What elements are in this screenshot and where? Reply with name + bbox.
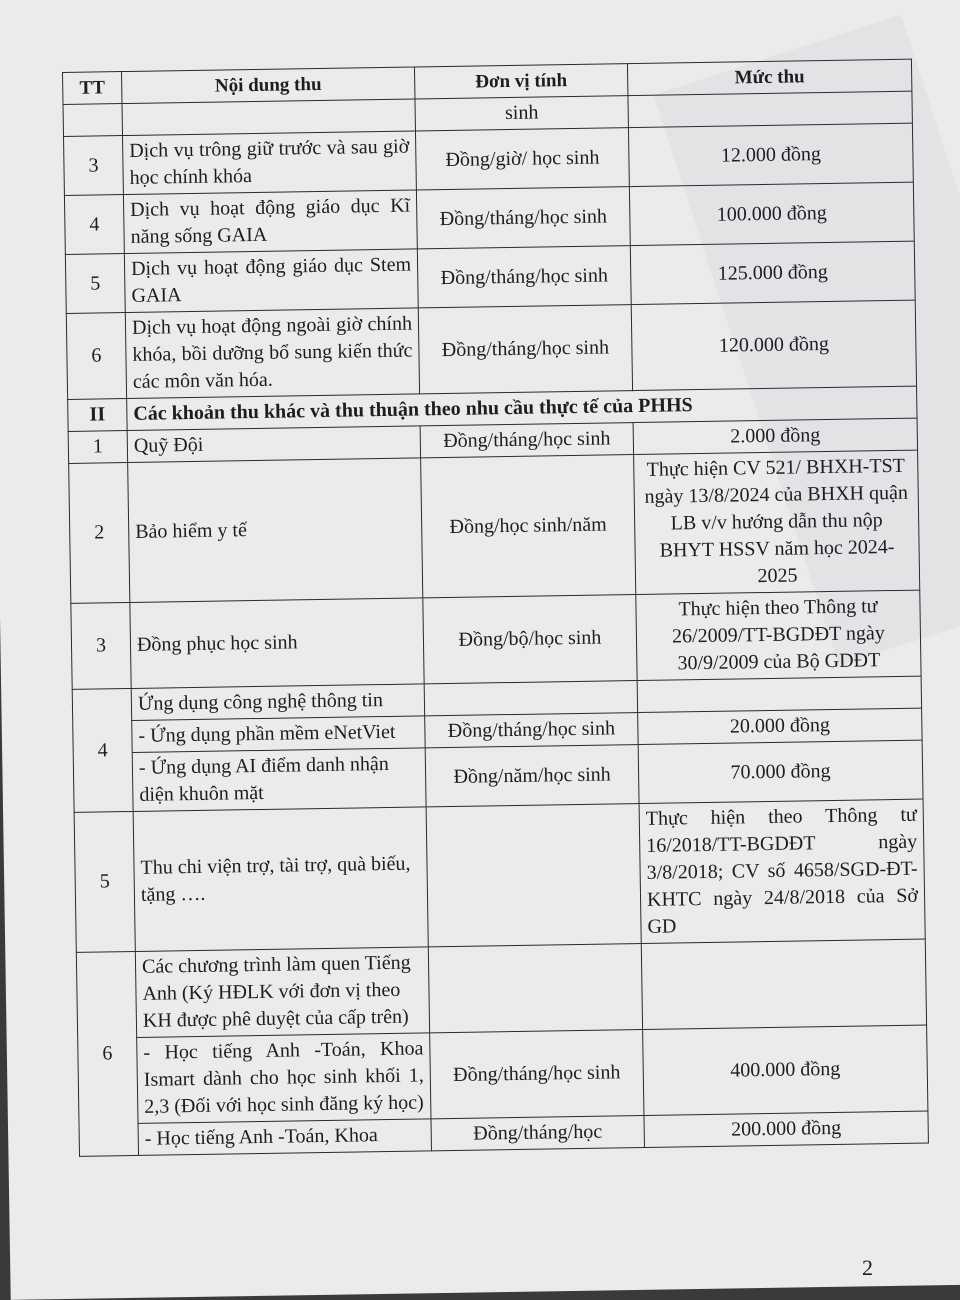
- row-tt: 4: [72, 688, 133, 812]
- row-fee: Thực hiện theo Thông tư 16/2018/TT-BGDĐT ngày 3/8/2018; CV số 4658/SGD-ĐT-KHTC ngày 24/8/2018 của Sở GD: [639, 799, 925, 943]
- table-row: [76, 939, 926, 1038]
- section-title: Các khoản thu khác và thu thuận theo nhu cầu thực tế của PHHS: [127, 386, 917, 430]
- row-unit: Đồng/giờ/ học sinh: [415, 128, 629, 190]
- row-tt: 3: [71, 602, 131, 689]
- row-heading: Các chương trình làm quen Tiếng Anh (Ký HĐLK với đơn vị theo KH được phê duyệt của cấp trên): [135, 947, 429, 1038]
- row-unit: Đồng/tháng/học sinh: [420, 423, 633, 458]
- section-tt: II: [68, 399, 127, 432]
- row-fee: 12.000 đồng: [628, 123, 913, 186]
- row-fee: 100.000 đồng: [629, 182, 914, 245]
- row-content: Bảo hiểm y tế: [128, 458, 423, 603]
- row-tt: 4: [64, 195, 124, 255]
- table-subrow: [78, 1025, 928, 1124]
- row-fee: 400.000 đồng: [643, 1025, 928, 1115]
- table-row: [66, 300, 916, 399]
- row-unit: [426, 804, 641, 947]
- table-row: [69, 450, 920, 603]
- row-fee-empty: [637, 676, 921, 712]
- row-content: - Học tiếng Anh -Toán, Khoa Ismart dành cho học sinh khối 1, 2,3 (Đối với học sinh đăng ký học): [137, 1033, 431, 1124]
- row-content: Thu chi viện trợ, tài trợ, quà biếu, tặng ….: [133, 807, 428, 952]
- row-tt: 6: [76, 951, 138, 1156]
- row-unit: Đồng/tháng/học sinh: [425, 713, 638, 748]
- table-row: [71, 590, 921, 689]
- row-unit-empty: [424, 681, 637, 716]
- row-tt: 2: [69, 463, 130, 604]
- row-content: - Học tiếng Anh -Toán, Khoa: [138, 1119, 431, 1156]
- row-unit: sinh: [415, 96, 628, 131]
- row-fee-empty: [641, 939, 926, 1029]
- row-unit: Đồng/năm/học sinh: [425, 745, 639, 807]
- row-unit: Đồng/tháng/học sinh: [416, 187, 630, 249]
- row-unit: Đồng/tháng/học sinh: [418, 305, 632, 394]
- row-fee: 70.000 đồng: [638, 740, 923, 803]
- row-content: Dịch vụ hoạt động giáo dục Kĩ năng sống GAIA: [123, 190, 417, 254]
- row-content: Dịch vụ hoạt động ngoài giờ chính khóa, bồi dưỡng bổ sung kiến thức các môn văn hóa.: [125, 308, 419, 399]
- row-unit: Đồng/tháng/học sinh: [417, 246, 631, 308]
- row-tt: 5: [65, 254, 125, 314]
- row-content: [122, 99, 415, 136]
- row-content: Dịch vụ trông giữ trước và sau giờ học chính khóa: [123, 131, 417, 195]
- row-content: Đồng phục học sinh: [130, 598, 424, 689]
- row-fee: [628, 91, 912, 127]
- row-fee: 2.000 đồng: [633, 418, 917, 454]
- header-fee: Mức thu: [627, 59, 911, 95]
- row-tt: 1: [68, 431, 127, 464]
- row-fee: 200.000 đồng: [644, 1111, 928, 1147]
- row-heading: Ứng dụng công nghệ thông tin: [131, 684, 424, 721]
- row-content: - Ứng dụng phần mềm eNetViet: [132, 716, 425, 753]
- row-fee: 120.000 đồng: [631, 300, 916, 390]
- header-unit: Đơn vị tính: [414, 64, 627, 99]
- row-content: Quỹ Đội: [127, 426, 420, 463]
- row-tt: 5: [74, 811, 135, 952]
- row-tt: [63, 104, 122, 137]
- page-number: 2: [862, 1255, 873, 1280]
- row-fee: Thực hiện theo Thông tư 26/2009/TT-BGDĐT ngày 30/9/2009 của Bộ GDĐT: [636, 590, 921, 680]
- row-content: - Ứng dụng AI điểm danh nhận diện khuôn mặt: [132, 748, 426, 812]
- table-row: [74, 799, 925, 952]
- row-unit-empty: [428, 944, 642, 1033]
- header-content: Nội dung thu: [122, 67, 415, 104]
- row-tt: 6: [66, 313, 126, 400]
- row-unit: Đồng/học sinh/năm: [421, 455, 636, 598]
- row-fee: 125.000 đồng: [630, 241, 915, 304]
- row-content: Dịch vụ hoạt động giáo dục Stem GAIA: [124, 249, 418, 313]
- row-tt: 3: [64, 136, 124, 196]
- row-fee: Thực hiện CV 521/ BHXH-TST ngày 13/8/2024 của BHXH quận LB v/v hướng dẫn thu nộp BHYT HSSV năm học 2024-2025: [634, 450, 920, 594]
- header-tt: TT: [63, 72, 122, 105]
- row-unit: Đồng/tháng/học: [431, 1115, 644, 1150]
- row-fee: 20.000 đồng: [638, 708, 922, 744]
- row-unit: Đồng/tháng/học sinh: [430, 1029, 644, 1118]
- row-unit: Đồng/bộ/học sinh: [423, 595, 637, 684]
- fee-table: [62, 59, 929, 1157]
